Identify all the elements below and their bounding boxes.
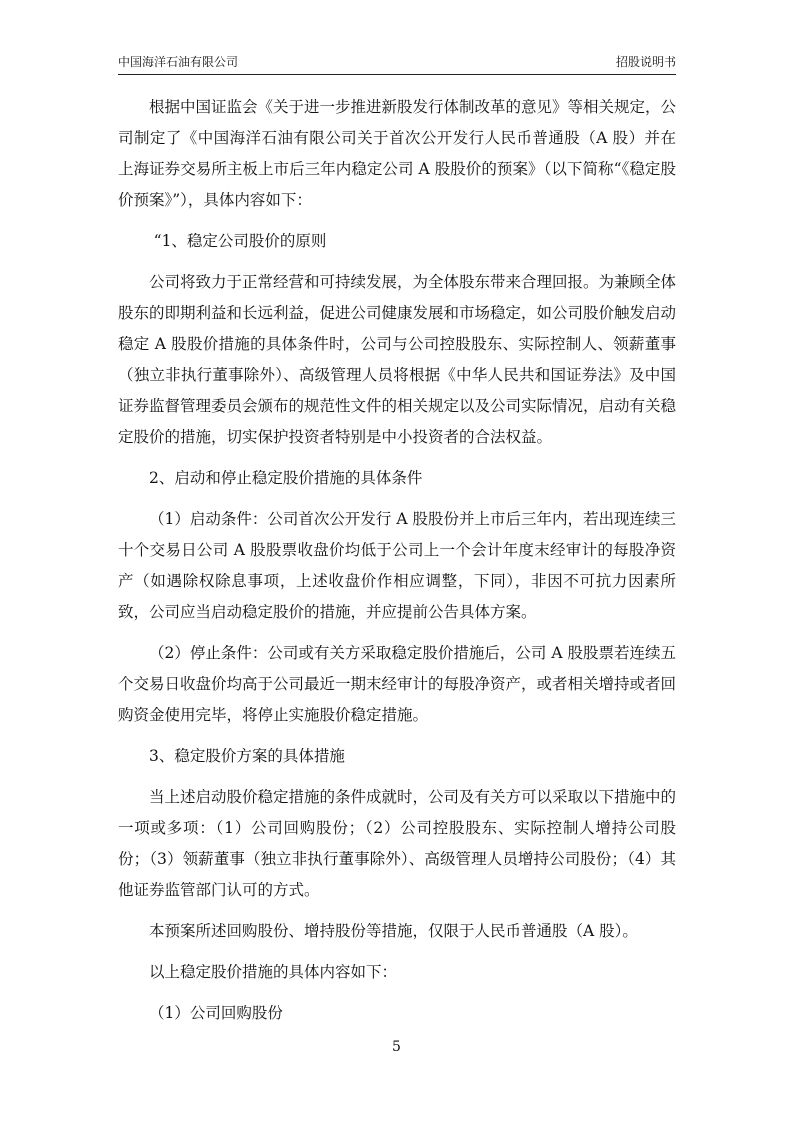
- paragraph-intro: 根据中国证监会《关于进一步推进新股发行体制改革的意见》等相关规定，公司制定了《中国海洋石油有限公司关于首次公开发行人民币普通股（A 股）并在上海证券交易所主板上市后三年内稳定公司 A 股股价的预案》（以下简称“《稳定股价预案》”），具体内容如下：: [118, 98, 677, 209]
- page-header: [118, 54, 676, 74]
- paragraph-stop-condition: （2）停止条件：公司或有关方采取稳定股价措施后，公司 A 股股票若连续五个交易日收盘价均高于公司最近一期末经审计的每股净资产，或者相关增持或者回购资金使用完毕，将停止实施股价稳定措施。: [118, 644, 677, 724]
- page-number: 5: [392, 1039, 401, 1055]
- paragraph-principle: 公司将致力于正常经营和可持续发展，为全体股东带来合理回报。为兼顾全体股东的即期利益和长远利益，促进公司健康发展和市场稳定，如公司股价触发启动稳定 A 股股价措施的具体条件时，公司与公司控股股东、实际控制人、领薪董事（独立非执行董事除外）、高级管理人员将根据《中华人民共和国证券法》及中国证券监督管理委员会颁布的规范性文件的相关规定以及公司实际情况，启动有关稳定股价的措施，切实保护投资者特别是中小投资者的合法权益。: [118, 273, 677, 446]
- paragraph-scope: 本预案所述回购股份、增持股份等措施，仅限于人民币普通股（A 股）。: [149, 922, 638, 940]
- paragraph-details-intro: 以上稳定股价措施的具体内容如下：: [149, 963, 398, 981]
- section-heading-conditions: 2、启动和停止稳定股价措施的具体条件: [149, 469, 423, 487]
- paragraph-start-condition: （1）启动条件：公司首次公开发行 A 股股份并上市后三年内，若出现连续三十个交易日公司 A 股股票收盘价均低于公司上一个会计年度末经审计的每股净资产（如遇除权除息事项，上述收盘价作相应调整，下同），非因不可抗力因素所致，公司应当启动稳定股价的措施，并应提前公告具体方案。: [118, 510, 676, 621]
- subheading-company-buyback: （1）公司回购股份: [149, 1004, 283, 1022]
- header-company-name: 中国海洋石油有限公司: [118, 55, 239, 69]
- section-heading-measures: 3、稳定股价方案的具体措施: [149, 747, 345, 765]
- section-heading-principle: “1、稳定公司股价的原则: [153, 232, 327, 250]
- header-divider: [118, 74, 676, 75]
- paragraph-measures: 当上述启动股价稳定措施的条件成就时，公司及有关方可以采取以下措施中的一项或多项：（1）公司回购股份；（2）公司控股股东、实际控制人增持公司股份；（3）领薪董事（独立非执行董事除外）、高级管理人员增持公司股份；（4）其他证券监管部门认可的方式。: [118, 788, 677, 899]
- document-body: [118, 92, 676, 1039]
- header-document-type: 招股说明书: [615, 55, 676, 69]
